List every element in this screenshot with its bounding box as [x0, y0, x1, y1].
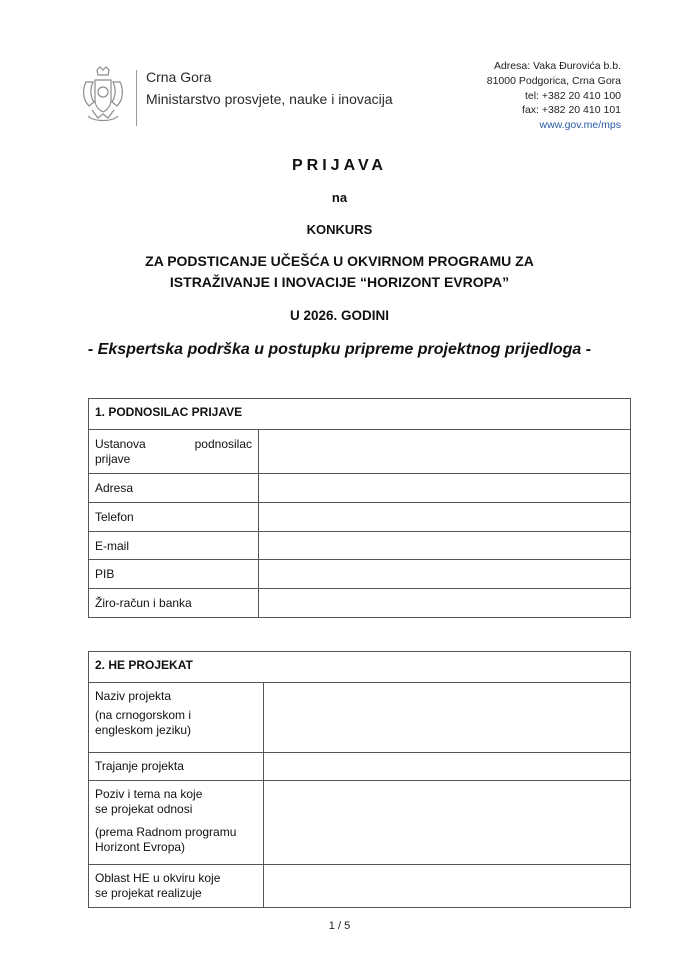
website-link[interactable]: www.gov.me/mps [539, 119, 621, 132]
label-line: se projekat odnosi [95, 802, 193, 816]
phone-number: tel: +382 20 410 100 [524, 89, 621, 102]
header-divider [136, 70, 137, 126]
org-ministry: Ministarstvo prosvjete, nauke i inovacija [146, 91, 393, 107]
field-input-institution[interactable] [259, 430, 631, 474]
field-label-project-name [89, 683, 264, 753]
field-label-he-area [89, 865, 264, 908]
field-input-he-area[interactable] [264, 865, 631, 908]
label-line: engleskom jeziku) [95, 723, 192, 737]
field-input-call-topic[interactable] [264, 781, 631, 865]
doc-title: PRIJAVA [292, 157, 387, 174]
field-label-call-topic [89, 781, 264, 865]
coat-of-arms-icon [80, 66, 126, 126]
label-line: Naziv projekta [95, 689, 172, 703]
doc-title-line2: ISTRAŽIVANJE I INOVACIJE “HORIZONT EVROPA” [169, 274, 510, 290]
field-label-address: Adresa [89, 474, 259, 503]
label-part: podnosilac [194, 437, 252, 451]
field-input-phone[interactable] [259, 503, 631, 532]
doc-title-konkurs: KONKURS [306, 222, 373, 237]
field-label-phone: Telefon [89, 503, 259, 532]
field-input-email[interactable] [259, 532, 631, 560]
org-country: Crna Gora [146, 69, 212, 85]
section-heading: 2. HE PROJEKAT [89, 652, 631, 683]
field-label-institution [89, 430, 259, 474]
label-line: (na crnogorskom i [95, 708, 192, 722]
applicant-table [88, 398, 631, 618]
doc-title-na: na [331, 190, 348, 205]
label-line: se projekat realizuje [95, 886, 202, 900]
project-table [88, 651, 631, 908]
label-line: Poziv i tema na koje [95, 787, 203, 801]
page-number: 1 / 5 [328, 920, 351, 932]
address-city: 81000 Podgorica, Crna Gora [486, 74, 621, 87]
field-label-bank-account: Žiro-račun i banka [89, 589, 259, 618]
field-input-bank-account[interactable] [259, 589, 631, 618]
doc-title-line1: ZA PODSTICANJE UČEŠĆA U OKVIRNOM PROGRAMU ZA [145, 253, 534, 269]
doc-year: U 2026. GODINI [289, 308, 390, 323]
field-input-duration[interactable] [264, 753, 631, 781]
label-part: Ustanova [95, 437, 146, 451]
field-input-address[interactable] [259, 474, 631, 503]
label-line: (prema Radnom programu [95, 825, 237, 839]
address-street: Adresa: Vaka Đurovića b.b. [493, 60, 621, 72]
field-label-email: E-mail [89, 532, 259, 560]
label-line: Horizont Evropa) [95, 840, 186, 854]
doc-subtitle: - Ekspertska podrška u postupku pripreme projektnog prijedloga - [87, 341, 592, 358]
fax-number: fax: +382 20 410 101 [522, 104, 621, 117]
label-line: Oblast HE u okviru koje [95, 871, 221, 885]
field-label-duration: Trajanje projekta [89, 753, 264, 781]
field-label-pib: PIB [89, 560, 259, 589]
field-input-project-name[interactable] [264, 683, 631, 753]
contact-block [487, 59, 621, 133]
section-heading: 1. PODNOSILAC PRIJAVE [89, 399, 631, 430]
field-input-pib[interactable] [259, 560, 631, 589]
label-part: prijave [95, 452, 131, 466]
